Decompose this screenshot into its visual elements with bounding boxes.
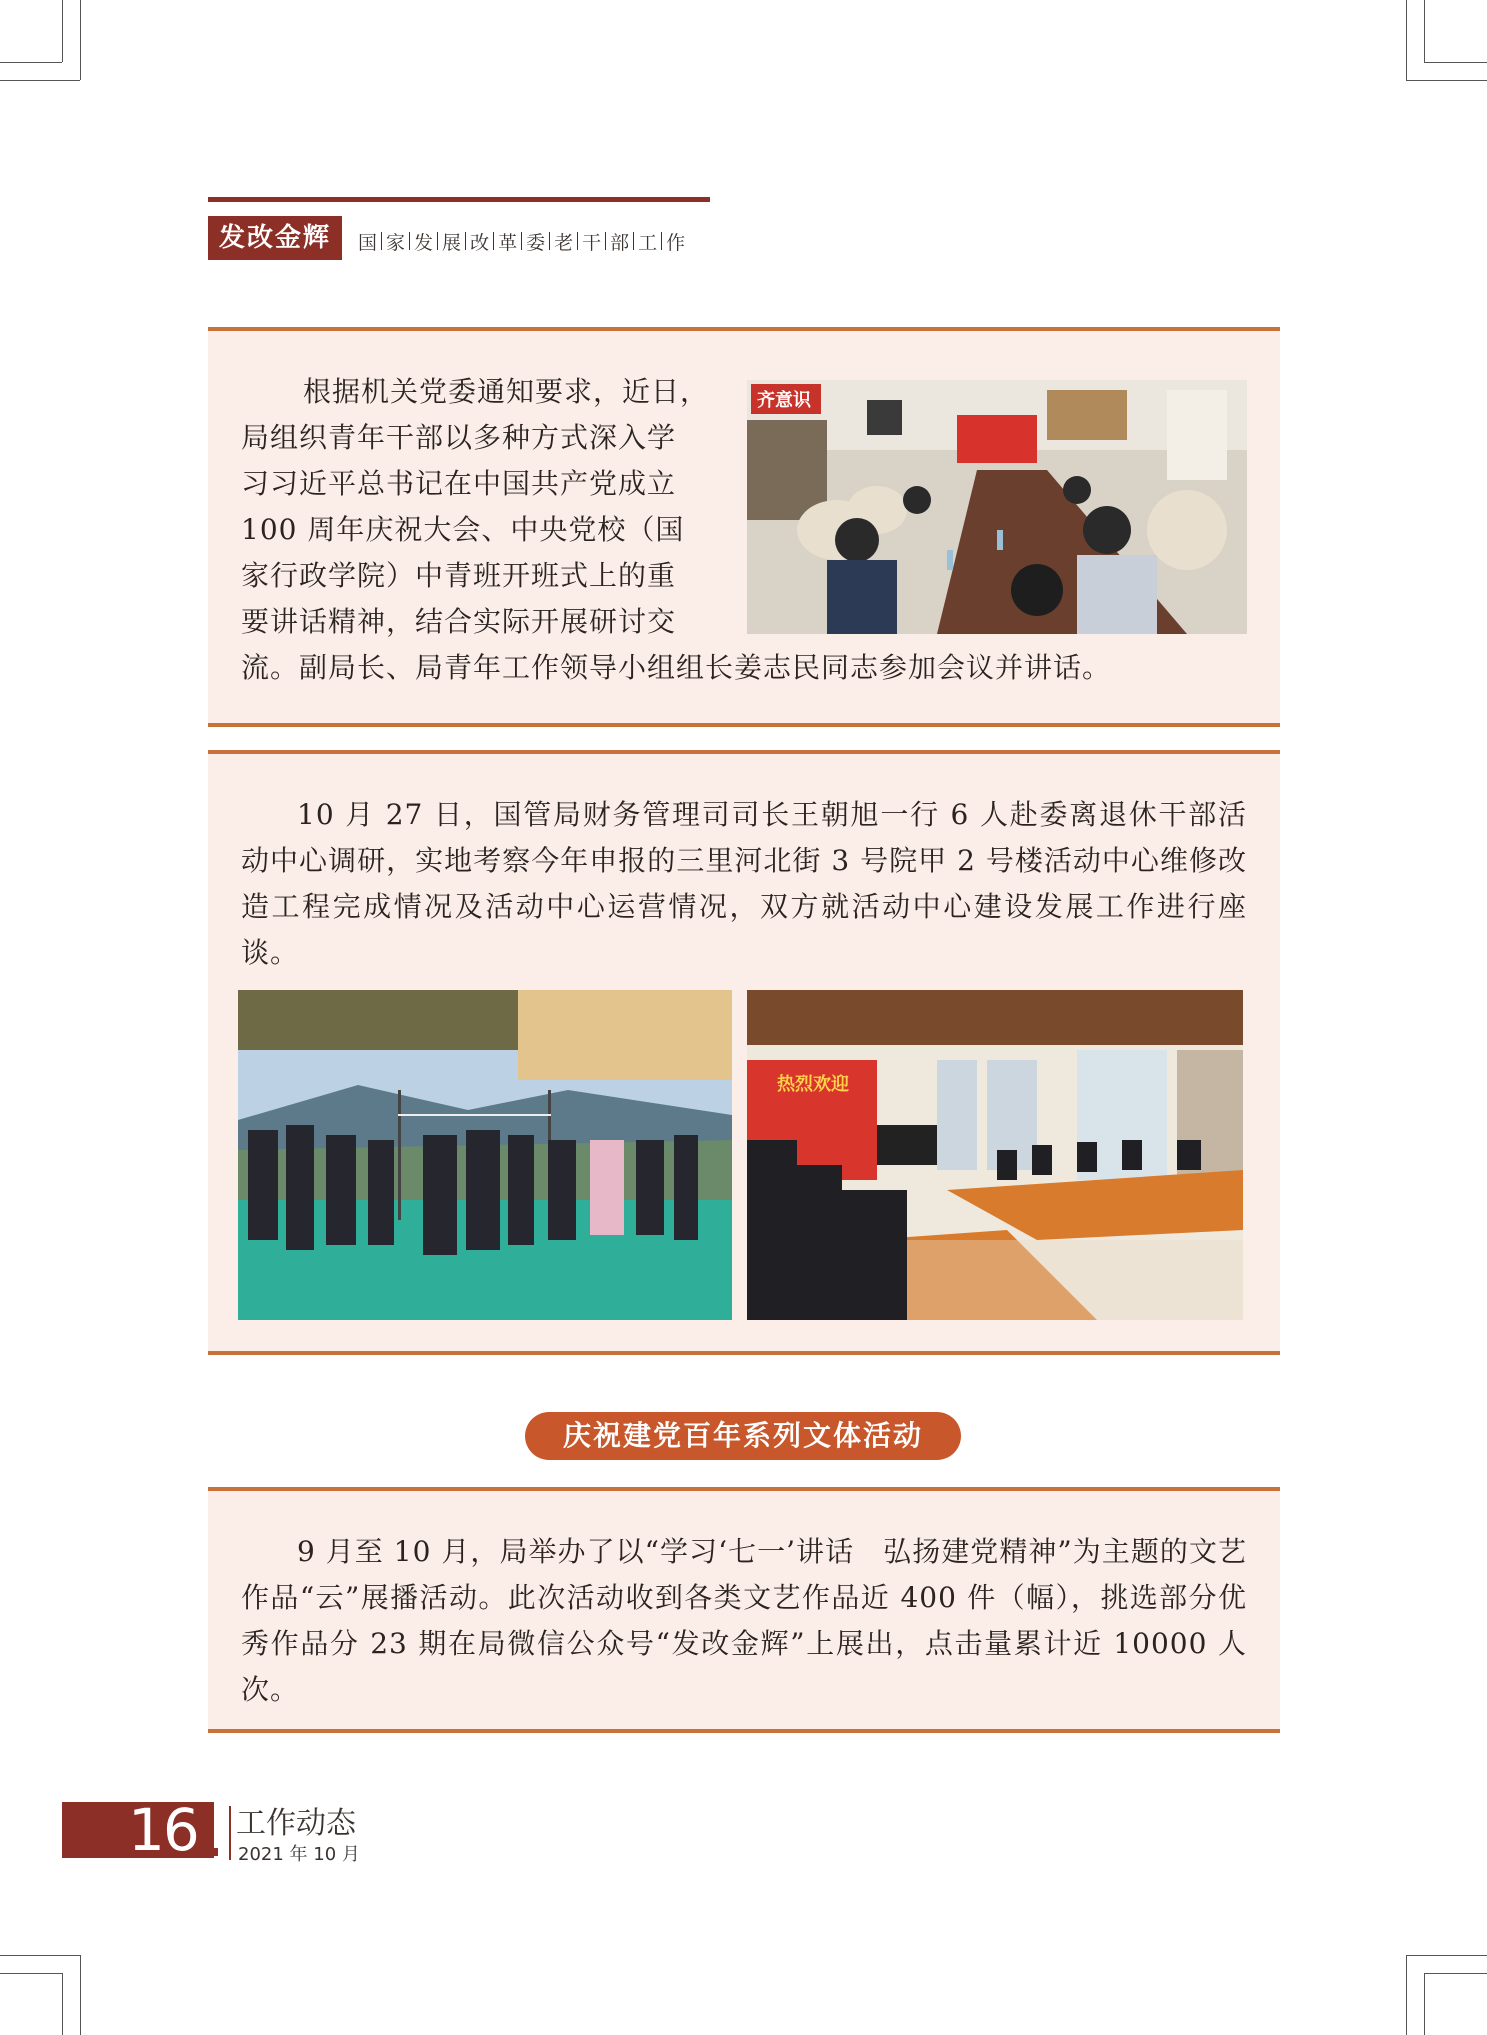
meeting-room-sign: 热烈欢迎 xyxy=(777,1074,849,1095)
footer-section-title: 工作动态 xyxy=(236,1806,356,1841)
header-subtitle-char: 老 xyxy=(554,231,574,254)
article-box-2 xyxy=(208,750,1280,1355)
crop-mark xyxy=(62,0,63,62)
crop-mark xyxy=(1406,1955,1487,1956)
crop-mark xyxy=(0,1955,80,1956)
header-subtitle-char: 革 xyxy=(498,231,518,254)
text-line: 习习近平总书记在中国共产党成立 xyxy=(241,467,677,500)
footer-date: 2021 年 10 月 xyxy=(238,1844,360,1865)
article-box-3 xyxy=(208,1487,1280,1733)
crop-mark xyxy=(80,0,81,80)
crop-mark xyxy=(1406,1955,1407,2035)
header-subtitle-char: 发 xyxy=(414,231,434,254)
header-subtitle-char: 工 xyxy=(638,231,658,254)
header-subtitle-char: 干 xyxy=(582,231,602,254)
crop-mark xyxy=(1406,0,1407,80)
crop-mark xyxy=(1424,1973,1487,1974)
article-1-text xyxy=(241,369,1241,691)
header-subtitle-char: 国 xyxy=(358,231,378,254)
article-2-text: 10 月 27 日，国管局财务管理司司长王朝旭一行 6 人赴委离退休干部活动中心调研，实地考察今年申报的三里河北街 3 号院甲 2 号楼活动中心维修改造工程完成情况及活动中心运营情况，双方就活动中心建设发展工作进行座谈。 xyxy=(241,798,1248,969)
article-3-text: 9 月至 10 月，局举办了以“学习‘七一’讲话 弘扬建党精神”为主题的文艺作品“云”展播活动。此次活动收到各类文艺作品近 400 件（幅），挑选部分优秀作品分 23 期在局微信公众号“发改金辉”上展出，点击量累计近 10000 人次。 xyxy=(241,1535,1247,1706)
crop-mark xyxy=(0,1973,62,1974)
text-line: 流。副局长、局青年工作领导小组组长姜志民同志参加会议并讲话。 xyxy=(241,651,1112,684)
header-subtitle-char: 委 xyxy=(526,231,546,254)
page-number-dot xyxy=(210,1848,218,1856)
text-line: 100 周年庆祝大会、中央党校（国 xyxy=(241,513,685,546)
header-subtitle-char: 部 xyxy=(610,231,630,254)
header-subtitle xyxy=(354,226,689,256)
crop-mark xyxy=(1406,80,1487,81)
meeting-room-photo xyxy=(747,990,1243,1320)
meeting-photo-banner: 齐意识 xyxy=(757,390,811,411)
footer-divider xyxy=(229,1806,231,1860)
text-line: 局组织青年干部以多种方式深入学 xyxy=(241,421,677,454)
crop-mark xyxy=(1424,0,1425,62)
crop-mark xyxy=(62,1973,63,2035)
header-subtitle-char: 作 xyxy=(666,231,686,254)
crop-mark xyxy=(1424,62,1487,63)
header-subtitle-char: 改 xyxy=(470,231,490,254)
text-line: 要讲话精神，结合实际开展研讨交 xyxy=(241,605,677,638)
crop-mark xyxy=(80,1955,81,2035)
header-subtitle-char: 家 xyxy=(386,231,406,254)
text-line: 家行政学院）中青班开班式上的重 xyxy=(241,559,677,592)
header-subtitle-char: 展 xyxy=(442,231,462,254)
outdoor-photo-image xyxy=(238,990,732,1320)
meeting-room-photo-image xyxy=(747,990,1243,1320)
crop-mark xyxy=(1424,1973,1425,2035)
header-rule xyxy=(208,197,710,202)
header-logo: 发改金辉 xyxy=(208,216,342,260)
crop-mark xyxy=(0,62,62,63)
page-number: 16 xyxy=(128,1796,198,1864)
text-line: 根据机关党委通知要求，近日， xyxy=(303,375,710,408)
article-box-1 xyxy=(208,327,1280,727)
crop-mark xyxy=(0,80,80,81)
section-title-pill: 庆祝建党百年系列文体活动 xyxy=(525,1412,961,1460)
outdoor-inspection-photo xyxy=(238,990,732,1320)
